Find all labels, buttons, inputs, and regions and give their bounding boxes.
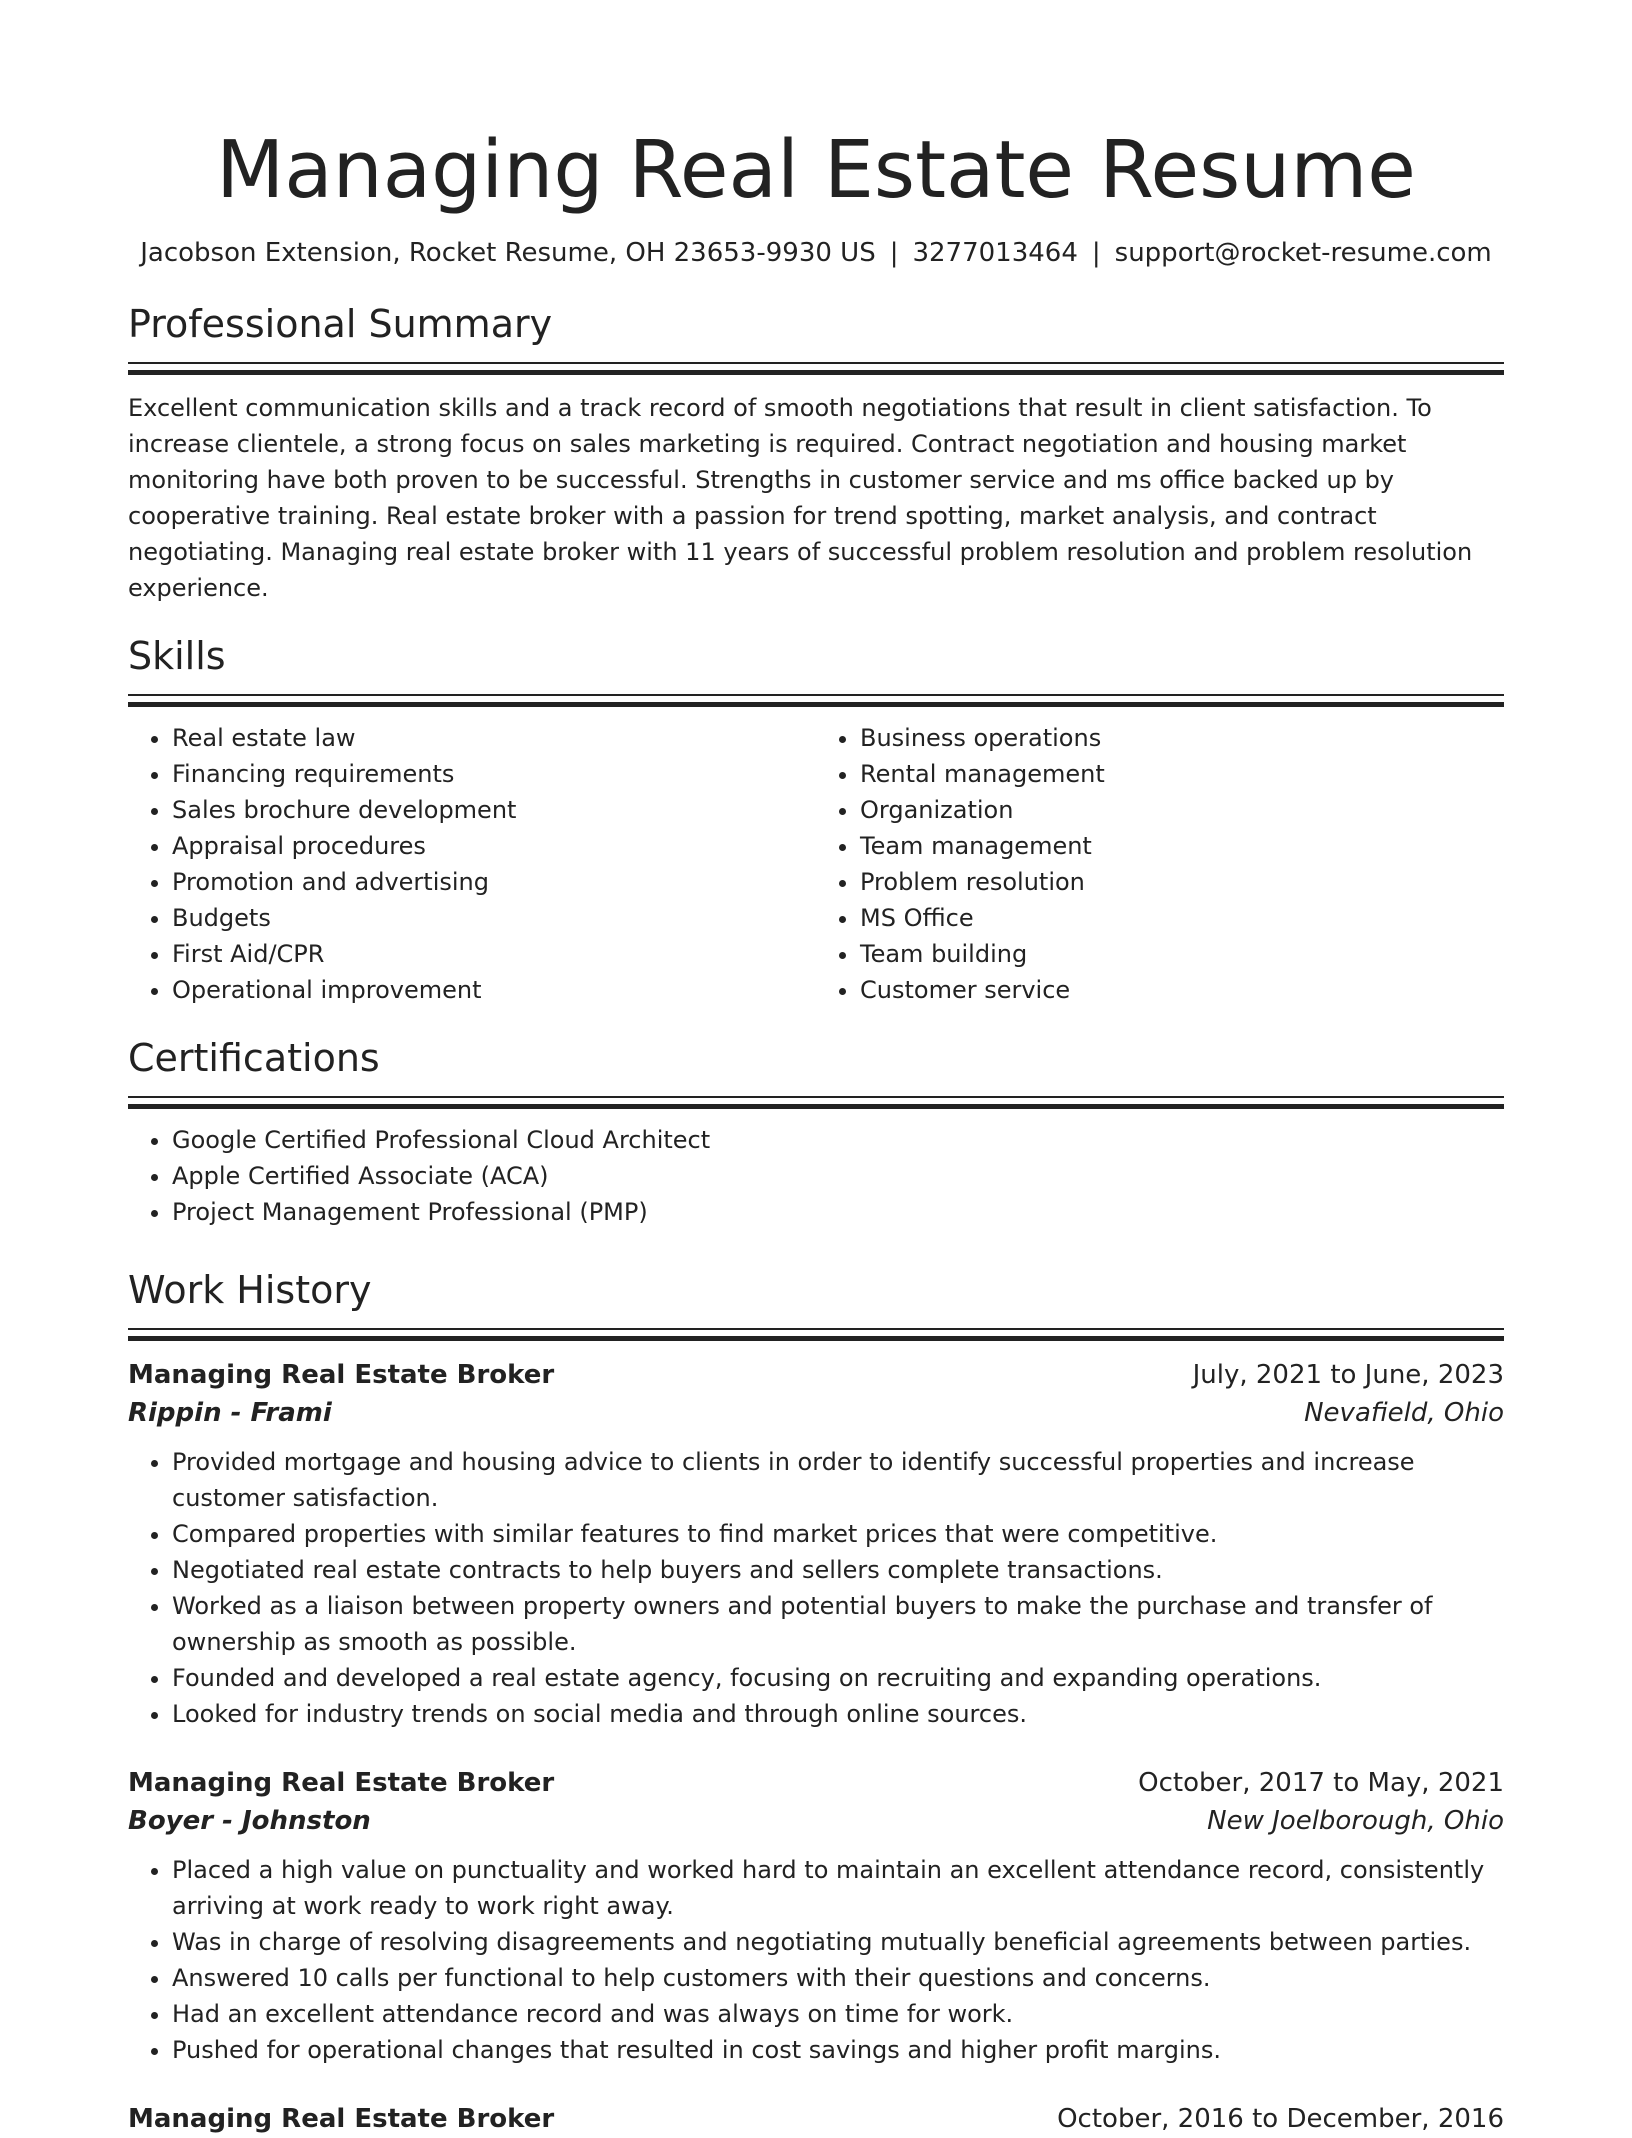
skill-item: • First Aid/CPR: [172, 936, 816, 972]
summary-text: Excellent communication skills and a track record of smooth negotiations that result in client satisfaction. To increase clientele, a strong focus on sales marketing is required. Contract negotiation and housing market monitoring have both proven to be successful. Strengths in customer service and ms office backed up by cooperative training. Real estate broker with a passion for trend spotting, market analysis, and contract negotiating. Managing real estate broker with 11 years of successful problem resolution and problem resolution experience.: [128, 394, 1473, 602]
job-bullet: • Provided mortgage and housing advice to clients in order to identify successful properties and increase customer satisfaction.: [172, 1444, 1504, 1516]
section-divider: [128, 694, 1504, 708]
contact-email: support@rocket-resume.com: [1114, 238, 1492, 268]
job-entry: [128, 1356, 1504, 1732]
skill-item: • Financing requirements: [172, 756, 816, 792]
job-location: New Joelborough, Ohio: [1207, 1806, 1504, 1836]
job-bullet: • Pushed for operational changes that resulted in cost savings and higher profit margins.: [172, 2032, 1504, 2068]
certification-item: • Project Management Professional (PMP): [172, 1194, 1504, 1230]
skills-section: [128, 632, 1504, 1008]
section-divider: [128, 1096, 1504, 1110]
skill-item: • Real estate law: [172, 720, 816, 756]
section-heading-certifications: Certifications: [128, 1036, 380, 1080]
contact-separator: |: [1091, 238, 1101, 268]
certification-item: • Google Certified Professional Cloud Architect: [172, 1122, 1504, 1158]
skill-item: • Budgets: [172, 900, 816, 936]
contact-phone: 3277013464: [912, 238, 1078, 268]
skills-list-left: [128, 720, 816, 1008]
resume-title: Managing Real Estate Resume: [216, 124, 1416, 216]
section-divider: [128, 1328, 1504, 1342]
skill-item: • Sales brochure development: [172, 792, 816, 828]
skill-item: • MS Office: [860, 900, 1504, 936]
resume-page: [128, 0, 1504, 2138]
job-location: Nevafield, Ohio: [1304, 1398, 1504, 1428]
section-heading-skills: Skills: [128, 634, 226, 678]
job-bullet: • Placed a high value on punctuality and worked hard to maintain an excellent attendance record, consistently arriving at work ready to work right away.: [172, 1852, 1504, 1924]
job-bullet: • Founded and developed a real estate agency, focusing on recruiting and expanding operations.: [172, 1660, 1504, 1696]
job-dates: July, 2021 to June, 2023: [1192, 1360, 1504, 1390]
job-bullets: [128, 1852, 1504, 2068]
job-role: Managing Real Estate Broker: [128, 2104, 555, 2134]
work-history-section: [128, 1266, 1504, 2138]
skill-item: • Rental management: [860, 756, 1504, 792]
summary-section: [128, 300, 1504, 606]
skill-item: • Customer service: [860, 972, 1504, 1008]
contact-separator: |: [889, 238, 899, 268]
skill-item: • Business operations: [860, 720, 1504, 756]
job-role: Managing Real Estate Broker: [128, 1360, 555, 1390]
job-bullets: [128, 1444, 1504, 1732]
skill-item: • Promotion and advertising: [172, 864, 816, 900]
skills-list-right: [816, 720, 1504, 1008]
job-bullet: • Compared properties with similar features to find market prices that were competitive.: [172, 1516, 1504, 1552]
skill-item: • Problem resolution: [860, 864, 1504, 900]
job-dates: October, 2016 to December, 2016: [1057, 2104, 1504, 2134]
job-bullet: • Had an excellent attendance record and was always on time for work.: [172, 1996, 1504, 2032]
contact-address: Jacobson Extension, Rocket Resume, OH 23653-9930 US: [140, 238, 876, 268]
skills-columns: [128, 720, 1504, 1008]
job-bullet: • Negotiated real estate contracts to help buyers and sellers complete transactions.: [172, 1552, 1504, 1588]
certification-item: • Apple Certified Associate (ACA): [172, 1158, 1504, 1194]
certifications-section: [128, 1034, 1504, 1230]
certifications-list: [128, 1122, 1504, 1230]
job-dates: October, 2017 to May, 2021: [1138, 1768, 1504, 1798]
skill-item: • Organization: [860, 792, 1504, 828]
section-heading-summary: Professional Summary: [128, 302, 553, 346]
job-entry: [128, 1764, 1504, 2068]
job-role: Managing Real Estate Broker: [128, 1768, 555, 1798]
contact-line: [128, 236, 1504, 270]
job-bullet: • Was in charge of resolving disagreements and negotiating mutually beneficial agreements between parties.: [172, 1924, 1504, 1960]
job-bullet: • Worked as a liaison between property owners and potential buyers to make the purchase and transfer of ownership as smooth as possible.: [172, 1588, 1504, 1660]
job-bullet: • Answered 10 calls per functional to help customers with their questions and concerns.: [172, 1960, 1504, 1996]
job-company: Boyer - Johnston: [128, 1806, 371, 1836]
skill-item: • Appraisal procedures: [172, 828, 816, 864]
section-divider: [128, 362, 1504, 376]
job-bullet: • Looked for industry trends on social media and through online sources.: [172, 1696, 1504, 1732]
job-company: Rippin - Frami: [128, 1398, 332, 1428]
job-entry: [128, 2100, 1504, 2138]
skill-item: • Operational improvement: [172, 972, 816, 1008]
skill-item: • Team management: [860, 828, 1504, 864]
section-heading-work-history: Work History: [128, 1268, 372, 1312]
skill-item: • Team building: [860, 936, 1504, 972]
